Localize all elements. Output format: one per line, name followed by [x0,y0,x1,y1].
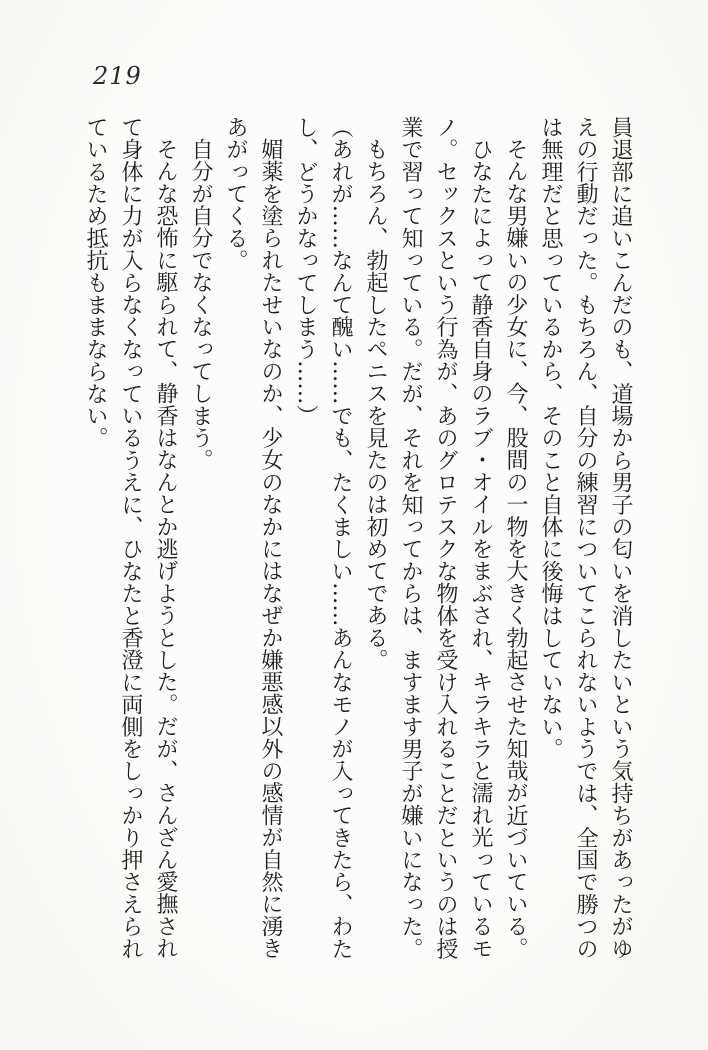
paragraph: （あれが……なんて醜い……でも、たくましい……あんなモノが入ってきたら、わたし、どうかなってしまう……） [293,116,353,960]
paragraph: もちろん、勃起したペニスを見たのは初めてである。 [363,138,388,671]
body-text [76,116,638,962]
paragraph: 媚薬を塗られたせいなのか、少女のなかにはなぜか嫌悪感以外の感情が自然に湧きあがってくる。 [223,116,283,960]
paragraph: ひなたによって静香自身のラブ・オイルをまぶされ、キラキラと濡れ光っているモノ。セックスという行為が、あのグロテスクな物体を受け入れることだというのは授業で習って知っている。だが、それを知ってからは、ますます男子が嫌いになった。 [398,116,493,960]
page-number: 219 [93,62,142,90]
paragraph: 自分が自分でなくなってしまう。 [188,138,213,471]
paragraph: そんな男嫌いの少女に、今、股間の一物を大きく勃起させた知哉が近づいている。 [503,138,528,960]
paragraph: 員退部に追いこんだのも、道場から男子の匂いを消したいという気持ちがあったがゆえの行動だった。もちろん、自分の練習についてこられないようでは、全国で勝つのは無理だと思っているから、そのこと自体に後悔はしていない。 [538,116,633,960]
paragraph: そんな恐怖に駆られて、静香はなんとか逃げようとした。だが、さんざん愛撫されて身体に力が入らなくなっているうえに、ひなたと香澄に両側をしっかり押さえられているため抵抗もままならない。 [83,116,178,960]
